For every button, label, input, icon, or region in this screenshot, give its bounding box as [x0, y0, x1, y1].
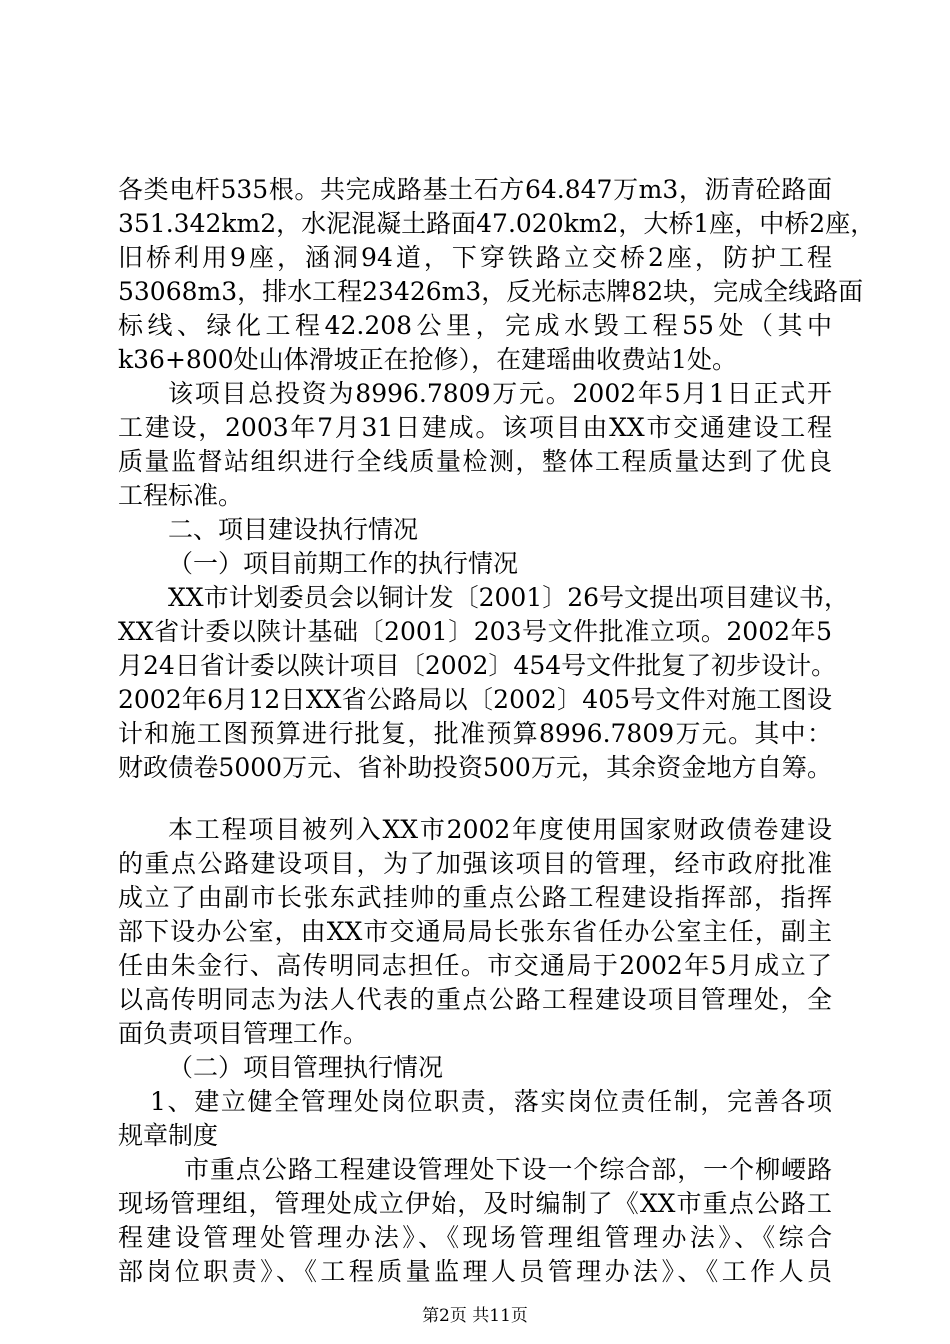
- para6-line-4: 部岗位职责》、《工程质量监理人员管理办法》、《工作人员: [118, 1257, 832, 1286]
- section-heading-2: 二、项目建设执行情况: [168, 515, 419, 544]
- para6-line-2: 现场管理组，管理处成立伊始，及时编制了《XX市重点公路工: [118, 1189, 832, 1218]
- para4-line-2: 的重点公路建设项目，为了加强该项目的管理，经市政府批准: [118, 849, 832, 878]
- para5-line-2: 规章制度: [118, 1121, 219, 1150]
- para6-line-3: 程建设管理处管理办法》、《现场管理组管理办法》、《综合: [118, 1223, 832, 1252]
- para3-line-5: 计和施工图预算进行批复，批准预算8996.7809万元。其中：: [118, 719, 832, 748]
- subsection-heading-2: （二）项目管理执行情况: [168, 1053, 444, 1082]
- para4-line-5: 任由朱金行、高传明同志担任。市交通局于2002年5月成立了: [118, 951, 832, 980]
- para1-line-4: 53068m3，排水工程23426m3，反光标志牌82块，完成全线路面: [118, 277, 864, 306]
- para2-line-4: 工程标准。: [118, 481, 244, 510]
- para1-line-3: 旧桥利用9座，涵洞94道，下穿铁路立交桥2座，防护工程: [118, 243, 832, 272]
- para2-line-3: 质量监督站组织进行全线质量检测，整体工程质量达到了优良: [118, 447, 832, 476]
- para4-line-1: 本工程项目被列入XX市2002年度使用国家财政债卷建设: [168, 815, 832, 844]
- para1-line-5: 标线、绿化工程42.208公里，完成水毁工程55处（其中: [118, 311, 832, 340]
- subsection-heading-1: （一）项目前期工作的执行情况: [168, 549, 519, 578]
- para4-line-4: 部下设办公室，由XX市交通局局长张东省任办公室主任，副主: [118, 917, 832, 946]
- para4-line-7: 面负责项目管理工作。: [118, 1019, 369, 1048]
- para4-line-3: 成立了由副市长张东武挂帅的重点公路工程建设指挥部，指挥: [118, 883, 832, 912]
- para6-line-1: 市重点公路工程建设管理处下设一个综合部，一个柳崾路: [184, 1155, 832, 1184]
- para1-line-1: 各类电杆535根。共完成路基土石方64.847万m3，沥青砼路面: [118, 175, 832, 204]
- para3-line-1: XX市计划委员会以铜计发〔2001〕26号文提出项目建议书，: [168, 583, 850, 612]
- para4-line-6: 以高传明同志为法人代表的重点公路工程建设项目管理处，全: [118, 985, 832, 1014]
- para5-line-1: 1、建立健全管理处岗位职责，落实岗位责任制，完善各项: [150, 1087, 832, 1116]
- para1-line-2: 351.342km2，水泥混凝土路面47.020km2，大桥1座，中桥2座，: [118, 209, 876, 238]
- para2-line-2: 工建设，2003年7月31日建成。该项目由XX市交通建设工程: [118, 413, 832, 442]
- para3-line-4: 2002年6月12日XX省公路局以〔2002〕405号文件对施工图设: [118, 685, 832, 714]
- page-footer: 第2页 共11页: [422, 1306, 528, 1326]
- para2-line-1: 该项目总投资为8996.7809万元。2002年5月1日正式开: [168, 379, 832, 408]
- para3-line-3: 月24日省计委以陕计项目〔2002〕454号文件批复了初步设计。: [118, 651, 837, 680]
- para1-line-6: k36+800处山体滑坡正在抢修），在建瑶曲收费站1处。: [118, 345, 738, 374]
- para3-line-6: 财政债卷5000万元、省补助投资500万元，其余资金地方自筹。: [118, 753, 832, 782]
- para3-line-2: XX省计委以陕计基础〔2001〕203号文件批准立项。2002年5: [118, 617, 832, 646]
